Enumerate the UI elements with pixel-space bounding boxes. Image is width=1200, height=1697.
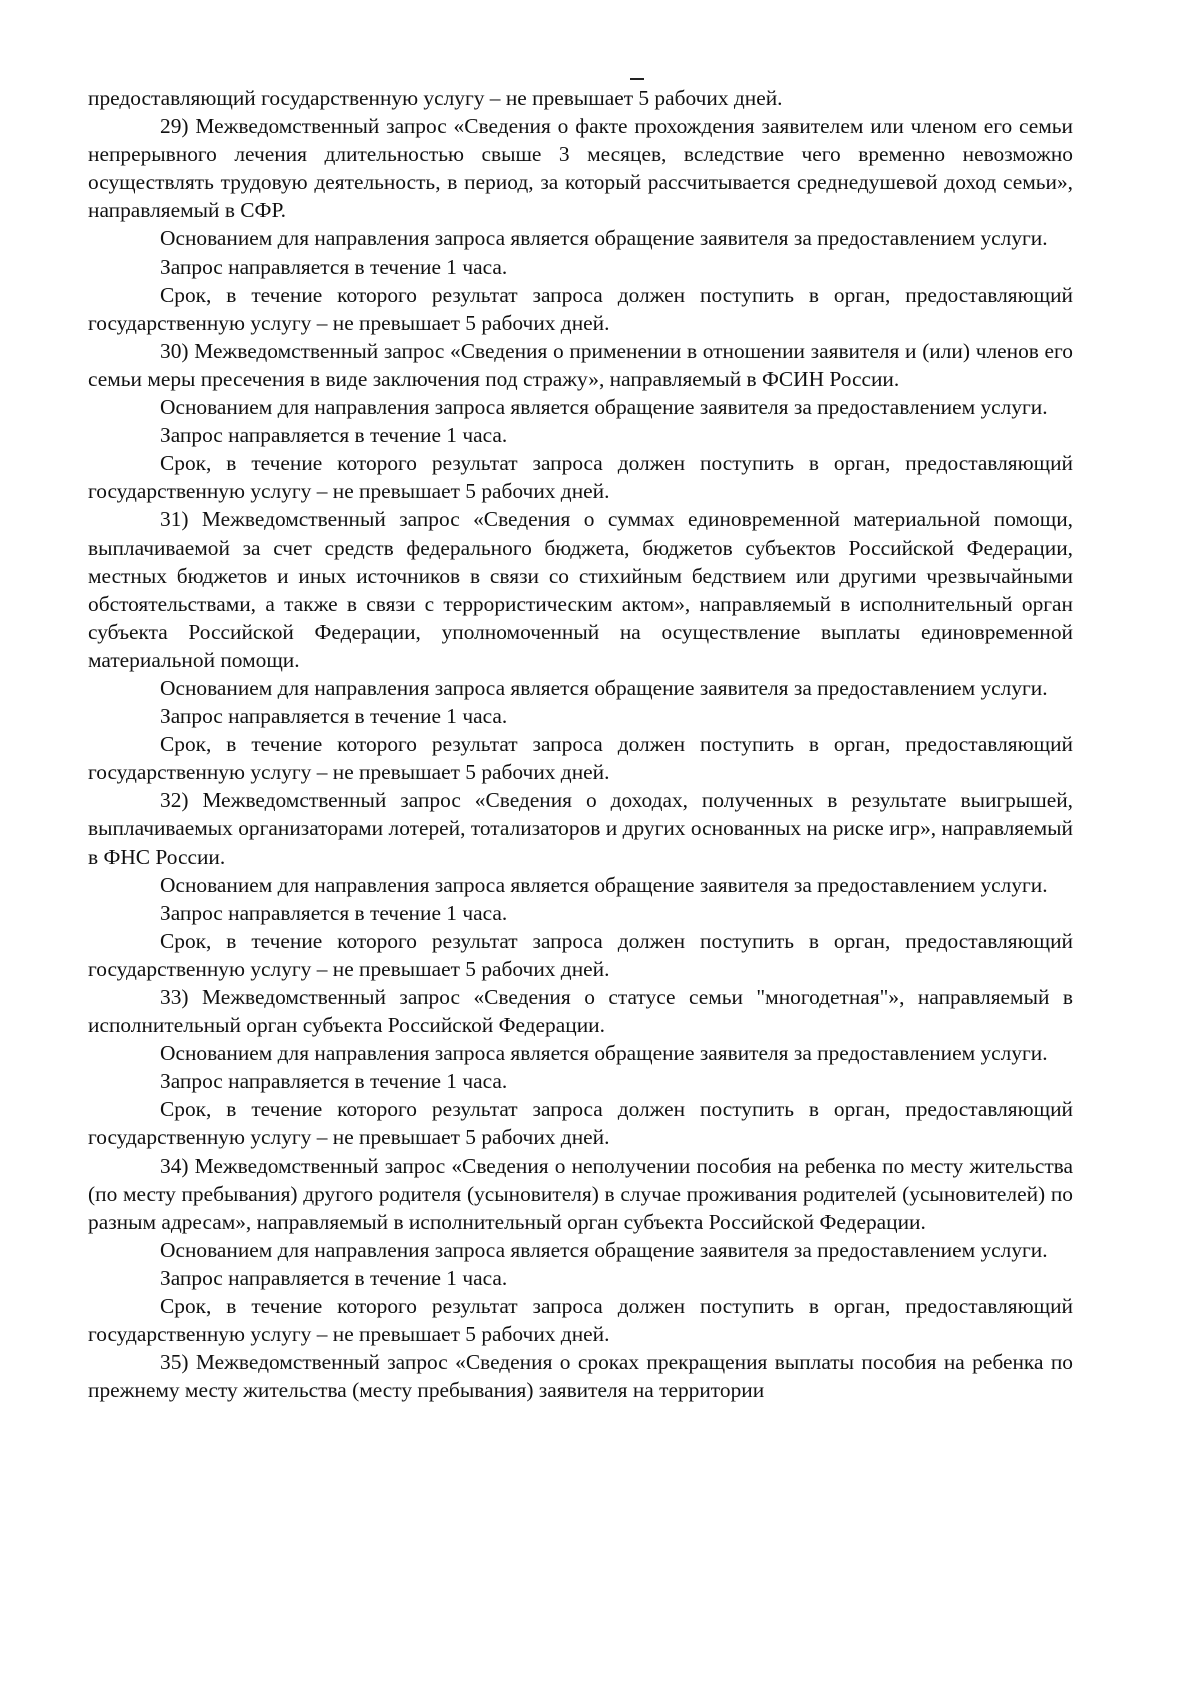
document-body (88, 84, 1073, 1404)
paragraph-item-35: 35) Межведомственный запрос «Сведения о сроках прекращения выплаты пособия на ребенка по прежнему месту жительства (месту пребывания) заявителя на территории (88, 1350, 1073, 1403)
paragraph-deadline: Срок, в течение которого результат запроса должен поступить в орган, предоставляющий государственную услугу – не превышает 5 рабочих дней. (88, 282, 1073, 335)
paragraph-item-33: 33) Межведомственный запрос «Сведения о статусе семьи "многодетная"», направляемый в исполнительный орган субъекта Российской Федерации. (88, 985, 1073, 1038)
paragraph-deadline: Срок, в течение которого результат запроса должен поступить в орган, предоставляющий государственную услугу – не превышает 5 рабочих дней. (88, 928, 1073, 981)
paragraph-basis: Основанием для направления запроса является обращение заявителя за предоставлением услуги. (160, 872, 1048, 897)
paragraph-deadline: Срок, в течение которого результат запроса должен поступить в орган, предоставляющий государственную услугу – не превышает 5 рабочих дней. (88, 1294, 1073, 1347)
paragraph-item-31: 31) Межведомственный запрос «Сведения о суммах единовременной материальной помощи, выплачиваемой за счет средств федерального бюджета, бюджетов субъектов Российской Федерации, местных бюджетов и иных источников в связи со стихийным бедствием или другими чрезвычайными обстоятельствами, а также в связи с террористическим актом», направляемый в исполнительный орган субъекта Российской Федерации, уполномоченный на осуществление выплаты единовременной материальной помощи. (88, 507, 1073, 672)
paragraph-item-29: 29) Межведомственный запрос «Сведения о факте прохождения заявителем или членом его семьи непрерывного лечения длительностью свыше 3 месяцев, вследствие чего временно невозможно осуществлять трудовую деятельность, в период, за который рассчитывается среднедушевой доход семьи», направляемый в СФР. (88, 114, 1073, 223)
paragraph-deadline: Срок, в течение которого результат запроса должен поступить в орган, предоставляющий государственную услугу – не превышает 5 рабочих дней. (88, 1097, 1073, 1150)
scan-artifact (630, 78, 644, 80)
paragraph-continuation: предоставляющий государственную услугу – не превышает 5 рабочих дней. (88, 86, 783, 110)
paragraph-deadline: Срок, в течение которого результат запроса должен поступить в орган, предоставляющий государственную услугу – не превышает 5 рабочих дней. (88, 451, 1073, 504)
paragraph-item-32: 32) Межведомственный запрос «Сведения о доходах, полученных в результате выигрышей, выплачиваемых организаторами лотерей, тотализаторов и других основанных на риске игр», направляемый в ФНС России. (88, 788, 1073, 869)
paragraph-basis: Основанием для направления запроса является обращение заявителя за предоставлением услуги. (160, 675, 1048, 700)
paragraph-basis: Основанием для направления запроса является обращение заявителя за предоставлением услуги. (160, 1237, 1048, 1262)
paragraph-item-30: 30) Межведомственный запрос «Сведения о применении в отношении заявителя и (или) членов его семьи меры пресечения в виде заключения под стражу», направляемый в ФСИН России. (88, 338, 1073, 391)
paragraph-timing: Запрос направляется в течение 1 часа. (160, 1265, 508, 1290)
paragraph-timing: Запрос направляется в течение 1 часа. (160, 1069, 508, 1094)
paragraph-timing: Запрос направляется в течение 1 часа. (160, 900, 508, 925)
paragraph-timing: Запрос направляется в течение 1 часа. (160, 423, 508, 448)
paragraph-timing: Запрос направляется в течение 1 часа. (160, 254, 508, 279)
paragraph-basis: Основанием для направления запроса является обращение заявителя за предоставлением услуги. (160, 395, 1048, 420)
paragraph-timing: Запрос направляется в течение 1 часа. (160, 704, 508, 729)
paragraph-basis: Основанием для направления запроса является обращение заявителя за предоставлением услуги. (160, 1041, 1048, 1066)
paragraph-deadline: Срок, в течение которого результат запроса должен поступить в орган, предоставляющий государственную услугу – не превышает 5 рабочих дней. (88, 732, 1073, 785)
paragraph-item-34: 34) Межведомственный запрос «Сведения о неполучении пособия на ребенка по месту жительства (по месту пребывания) другого родителя (усыновителя) в случае проживания родителей (усыновителей) по разным адресам», направляемый в исполнительный орган субъекта Российской Федерации. (88, 1153, 1073, 1234)
paragraph-basis: Основанием для направления запроса является обращение заявителя за предоставлением услуги. (160, 226, 1048, 251)
